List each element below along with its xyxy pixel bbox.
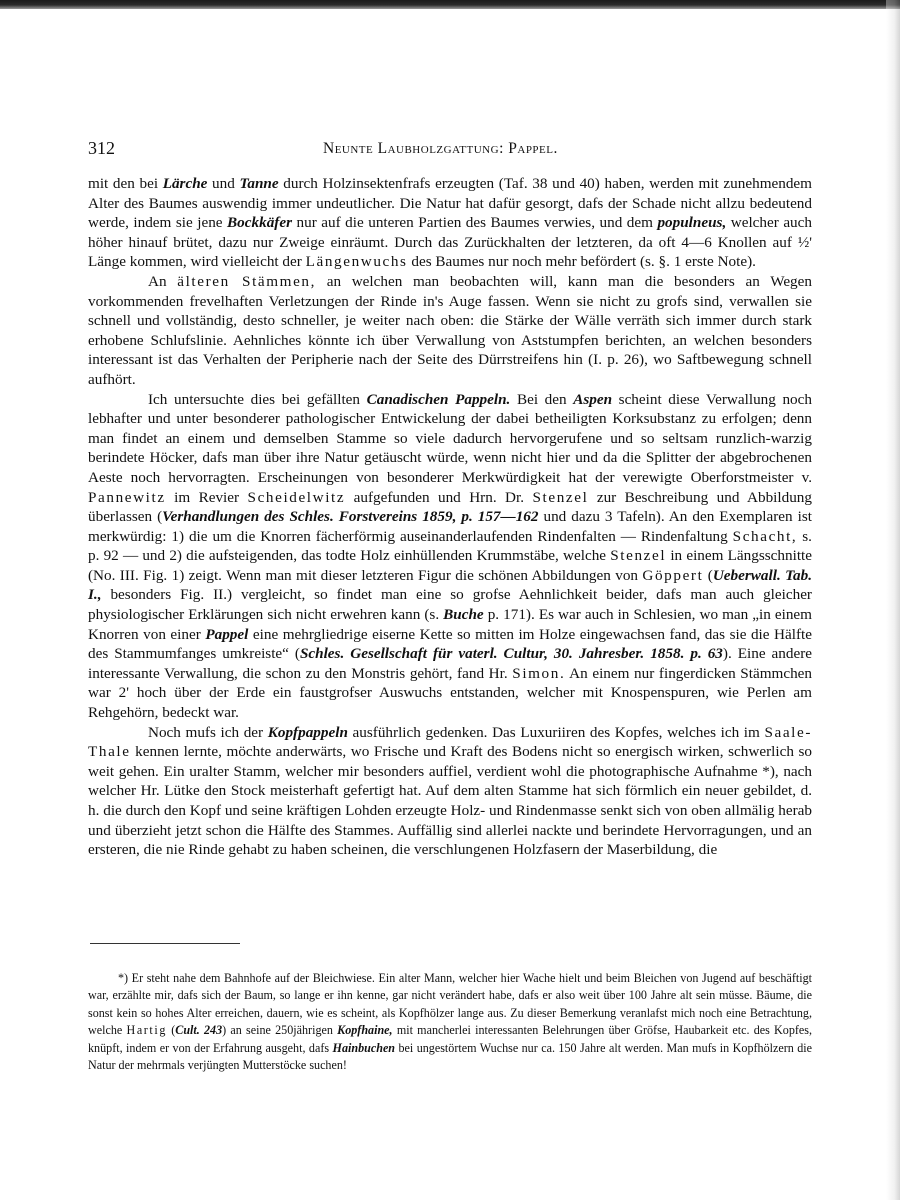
text-run: besonders Fig. II.) vergleicht, so findet man eine so grofse Aehnlichkeit beider, dafs man auch gleicher physiologischer Erklärungen sich nicht erwehren kann (s. <box>88 586 812 624</box>
paragraph <box>88 174 812 272</box>
spaced-text: Saale-Thale <box>88 723 812 761</box>
italic-text: Ueberwall. Tab. I., <box>88 566 813 604</box>
spaced-text: Göppert <box>642 566 704 584</box>
text-run: scheint diese Verwallung noch lebhafter und unter besonderer pathologischer Entwickelung der dabei betheiligten Korksubstanz zu erfolgen; denn man findet an einem und demselben Stamme so viele dadurch hervorgerufene und so seltsam runzlich-warzig berindete Höcker, dafs man über ihre Natur getäuscht würde, wenn nicht hier und da die Splitter der abgebrochenen Aeste noch hervorragten. Erscheinungen von besonderer Merkwürdigkeit hat der verewigte Oberforstmeister v. <box>88 390 812 486</box>
italic-text: Pappel <box>205 625 249 643</box>
italic-text: Verhandlungen des Schles. Forstvereins 1859, p. 157—162 <box>162 508 539 526</box>
text-run: ausführlich gedenken. Das Luxuriiren des Kopfes, welches ich im <box>347 723 765 741</box>
text-run: mit mancherlei interessanten Belehrungen über Gröfse, Haubarkeit etc. des Kopfes, knüpft, indem er von der Erfahrung ausgeht, dafs <box>88 1023 812 1055</box>
paragraph <box>88 272 812 390</box>
italic-text: Tanne <box>239 175 279 192</box>
spaced-text: Simon. <box>512 664 566 682</box>
text-run: nur auf die unteren Partien des Baumes verwies, und dem <box>292 214 658 232</box>
page-number: 312 <box>88 138 115 158</box>
main-text <box>88 174 812 860</box>
footnote-paragraph <box>88 970 812 1074</box>
italic-text: Hainbuchen <box>332 1040 396 1055</box>
italic-text: Lärche <box>162 175 208 192</box>
spaced-text: älteren Stämmen, <box>177 272 317 290</box>
footnote-rule <box>90 943 240 944</box>
text-run: ). Eine andere interessante Verwallung, die schon zu den Monstris gehört, fand Hr. <box>88 645 813 682</box>
text-run: ) an seine 250jährigen <box>222 1023 338 1038</box>
italic-text: Kopfpappeln <box>267 723 348 741</box>
text-run: in einem Längsschnitte (No. III. Fig. 1) zeigt. Wenn man mit dieser letzteren Figur die schönen Abbildungen von <box>88 547 812 584</box>
text-run: des Baumes nur noch mehr befördert (s. §. 1 erste Note). <box>407 253 756 271</box>
italic-text: Kopfhaine, <box>337 1023 393 1038</box>
text-run: aufgefunden und Hrn. Dr. <box>345 488 533 506</box>
text-run: Bei den <box>510 390 574 408</box>
text-run: p. 171). Es war auch in Schlesien, wo man „in einem Knorren von einer <box>88 606 812 643</box>
spaced-text: Stenzel <box>610 547 667 565</box>
italic-text: Bockkäfer <box>227 214 293 232</box>
italic-text: Cult. 243 <box>175 1023 223 1038</box>
text-run: ( <box>703 566 713 584</box>
italic-text: Buche <box>443 606 484 624</box>
text-run: eine mehrgliedrige eiserne Kette so mitten im Holze eingewachsen fand, das sie die Hälfte des Stammumfanges umkreiste“ ( <box>88 625 812 663</box>
spaced-text: Hartig <box>126 1023 167 1038</box>
text-run: welcher auch höher hinauf brütet, dazu nur Zweige einräumt. Durch das Zurückhalten der letzteren, da oft 4—6 Knollen auf ½' Länge kommen, wird vielleicht der <box>88 214 812 271</box>
italic-text: Schles. Gesellschaft für vaterl. Cultur, 30. Jahresber. 1858. p. 63 <box>299 645 723 663</box>
text-run: mit den bei <box>88 175 163 192</box>
page-header <box>88 138 812 164</box>
text-run: *) Er steht nahe dem Bahnhofe auf der Bleichwiese. Ein alter Mann, welcher hier Wache hielt und beim Bleichen von Jugend auf beschäftigt war, erzählte mir, dafs sich der Baum, so lange er ihn kenne, gar nicht verändert habe, dafs er also weit über 100 Jahre alt sein müsse. Bäume, die sonst kein so hohes Alter erreichen, dauern, wie es scheint, als Kopfhölzer lange aus. Zu dieser Bemerkung veranlafst mich noch eine Betrachtung, welche <box>88 971 812 1038</box>
text-run: bei ungestörtem Wuchse nur ca. 150 Jahre alt werden. Man mufs in Kopfhölzern die Natur der mehrmals verjüngten Mutterstöcke suchen! <box>88 1040 813 1073</box>
italic-text: populneus, <box>657 214 727 232</box>
spaced-text: Pannewitz <box>88 488 166 506</box>
text-run: Noch mufs ich der <box>148 723 268 741</box>
running-head: Neunte Laubholzgattung: Pappel. <box>323 140 558 157</box>
text-run: an welchen man beobachten will, kann man die besonders an Wegen vorkommenden frevelhaften Verletzungen der Rinde in's Auge fassen. Wenn sie nicht zu grofs sind, verwallen sie schnell und vollständig, desto schneller, je weiter nach oben: die Stärke der Wälle verräth sich immer durch stark erhobene Schlufslinie. Aehnliches könnte ich über Verwallung von Aststumpfen berichten, an welchen besonders interessant ist das Verhalten der Peripherie nach der Seite des Dürrstreifens hin (I. p. 26), wo Saftbewegung schnell aufhört. <box>88 272 812 388</box>
paragraph <box>88 723 812 860</box>
text-run: zur Beschreibung und Abbildung überlassen ( <box>88 488 812 526</box>
scan-top-edge <box>0 0 900 9</box>
text-run: s. p. 92 — und 2) die aufsteigenden, das todte Holz einhüllenden Krummstäbe, welche <box>88 527 812 565</box>
italic-text: Canadischen Pappeln. <box>366 390 511 408</box>
footnote <box>88 970 812 1074</box>
text-run: im Revier <box>165 488 248 506</box>
text-run: An einem nur fingerdicken Stämmchen war 2' hoch über der Erde ein faustgrofser Auswuchs entstanden, welcher mit Knospenspuren, wie Perlen am Rehgehörn, bedeckt war. <box>88 664 812 722</box>
text-run: An <box>148 272 178 290</box>
scan-right-shadow <box>886 0 900 1200</box>
text-run: durch Holzinsektenfrafs erzeugten (Taf. 38 und 40) haben, werden mit zunehmendem Alter des Baumes auswendig immer undeutlicher. Die Natur hat dafür gesorgt, dafs der Schade nicht allzu bedeutend werde, indem sie jene <box>88 175 812 232</box>
text-run: und <box>207 175 240 192</box>
text-run: ( <box>166 1023 176 1038</box>
spaced-text: Längenwuchs <box>305 253 408 271</box>
text-run: kennen lernte, möchte anderwärts, wo Frische und Kraft des Bodens nicht so energisch wirken, schwerlich so weit gehen. Ein uralter Stamm, welcher mir besonders auffiel, verdient wohl die photographische Aufnahme *), nach welcher Hr. Lütke den Stock meisterhaft gefertigt hat. Auf dem alten Stamme hat sich förmlich ein neuer gebildet, d. h. die durch den Kopf und seine kräftigen Lohden erzeugte Holz- und Rindenmasse senkt sich von oben allmälig herab und überzieht jetzt schon die Hälfte des Stammes. Auffällig sind allerlei nackte und berindete Hervorragungen, und an ersteren, die nie Rinde gehabt zu haben scheinen, die verschlungenen Holzfasern der Maserbildung, die <box>88 743 812 859</box>
text-run: und dazu 3 Tafeln). An den Exemplaren ist merkwürdig: 1) die um die Knorren fächerförmig auseinanderlaufenden Rindenfalten — Rindenfaltung <box>88 508 812 545</box>
paragraph <box>88 390 812 723</box>
italic-text: Aspen <box>573 390 613 408</box>
text-run: Ich untersuchte dies bei gefällten <box>148 390 367 408</box>
spaced-text: Scheidelwitz <box>247 488 346 506</box>
spaced-text: Schacht, <box>732 527 798 545</box>
spaced-text: Stenzel <box>532 488 589 506</box>
